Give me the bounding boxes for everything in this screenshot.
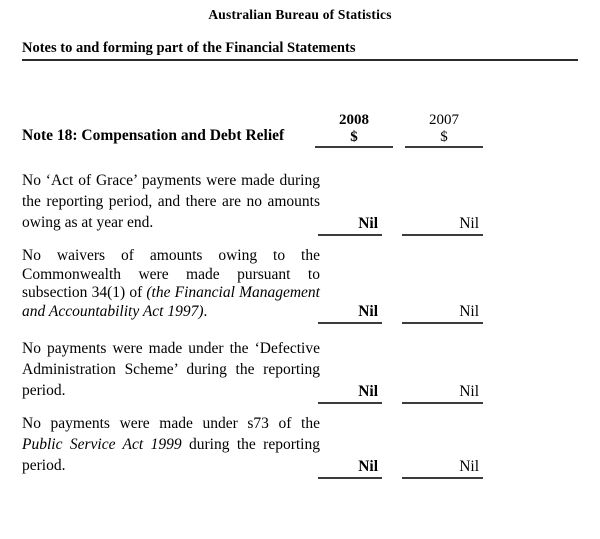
note-row-public-service-act: [0, 413, 600, 476]
text-segment: .: [203, 302, 208, 320]
note-header: [0, 112, 600, 146]
note-row-text: [22, 247, 320, 321]
value-2008: Nil: [318, 301, 382, 324]
note-row-defective-administration: [0, 338, 600, 401]
note-row-text: [22, 338, 320, 401]
value-2007: Nil: [402, 381, 483, 404]
text-segment-italic: Public Service Act 1999: [22, 436, 182, 453]
note-row-act-of-grace: [0, 170, 600, 233]
value-2008: Nil: [318, 456, 382, 479]
column-header-2008: [315, 112, 393, 148]
text-segment: No waivers of amounts owing to the Commonwealth were made pursuant to subsection 34(1) of: [22, 247, 320, 301]
text-segment-italic: (the Financial Management and Accountability Act 1997): [22, 284, 320, 320]
note-title: Note 18: Compensation and Debt Relief: [22, 127, 285, 144]
text-segment: No payments were made under s73 of the: [22, 415, 320, 432]
text-segment: during the reporting period.: [22, 436, 320, 474]
year-label-2007: 2007: [429, 112, 459, 128]
value-2007: Nil: [402, 213, 483, 236]
org-title: Australian Bureau of Statistics: [208, 7, 392, 22]
note-row-waivers: [0, 247, 600, 321]
value-2007: Nil: [402, 456, 483, 479]
note-row-text: [22, 170, 320, 233]
section-title: Notes to and forming part of the Financial Statements: [22, 40, 578, 61]
value-2008: Nil: [318, 381, 382, 404]
text-segment: No ‘Act of Grace’ payments were made during the reporting period, and there are no amounts owing as at year end.: [22, 172, 320, 231]
year-label-2008: 2008: [339, 112, 369, 128]
text-segment: No payments were made under the ‘Defective Administration Scheme’ during the reporting period.: [22, 340, 320, 399]
unit-label-2007: $: [405, 129, 483, 148]
unit-label-2008: $: [315, 129, 393, 148]
column-header-2007: [405, 112, 483, 148]
value-2008: Nil: [318, 213, 382, 236]
value-2007: Nil: [402, 301, 483, 324]
note-row-text: [22, 413, 320, 476]
